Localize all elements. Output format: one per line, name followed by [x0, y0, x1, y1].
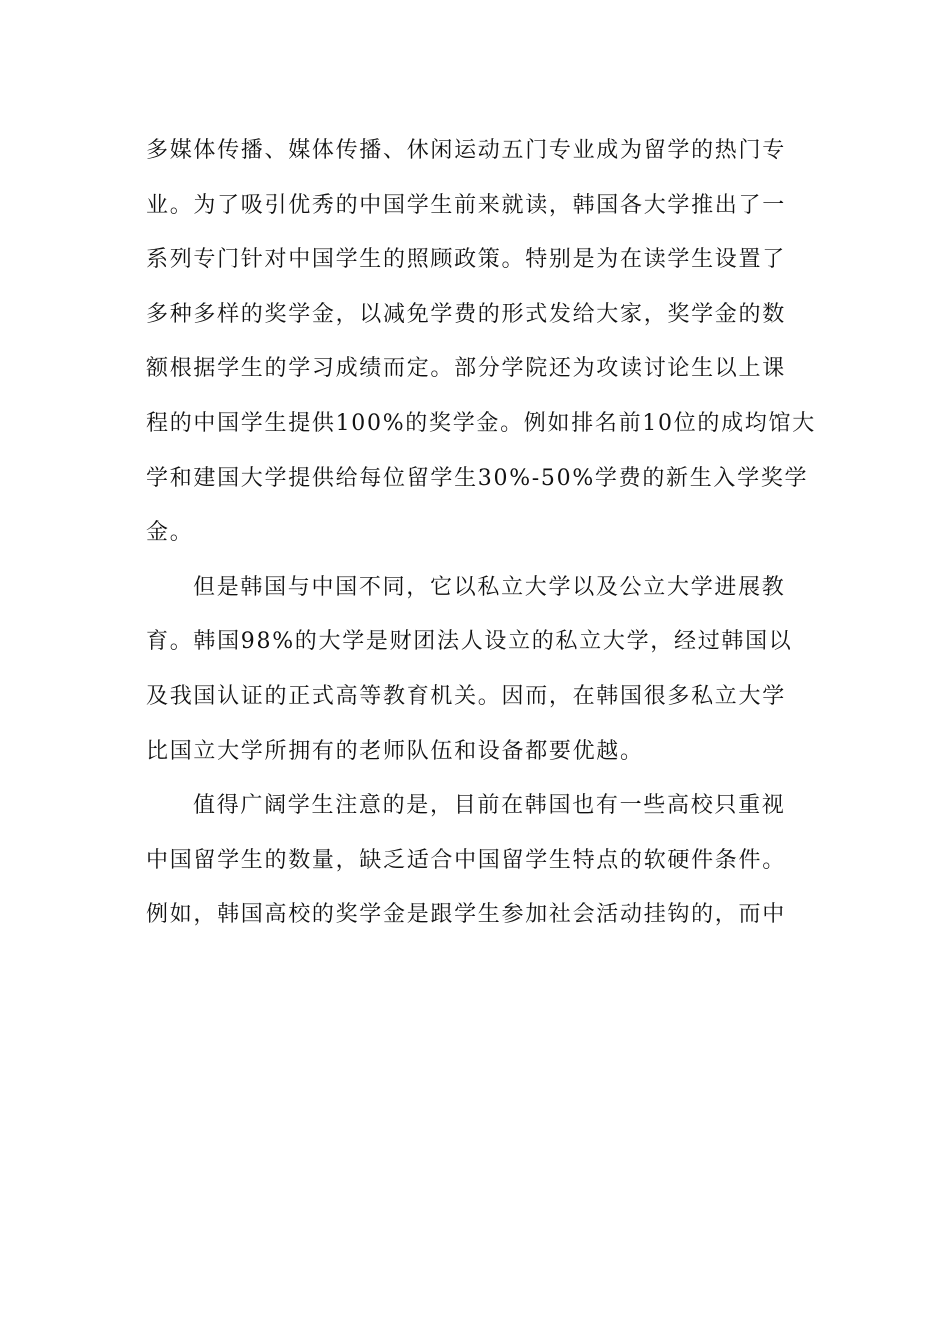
body-text — [146, 128, 816, 947]
paragraph-start-line: 值得广阔学生注意的是，目前在韩国也有一些高校只重视 — [193, 793, 786, 819]
text-line: 中国留学生的数量，缺乏适合中国留学生特点的软硬件条件。 — [146, 847, 786, 873]
text-line: 例如，韩国高校的奖学金是跟学生参加社会活动挂钩的，而中 — [146, 902, 786, 928]
text-line: 额根据学生的学习成绩而定。部分学院还为攻读讨论生以上课 — [146, 356, 786, 382]
text-line: 育。韩国98%的大学是财团法人设立的私立大学，经过韩国以 — [146, 629, 793, 655]
text-line: 金。 — [146, 520, 194, 546]
text-line: 及我国认证的正式高等教育机关。因而，在韩国很多私立大学 — [146, 683, 786, 709]
text-line: 系列专门针对中国学生的照顾政策。特别是为在读学生设置了 — [146, 247, 786, 273]
text-line: 比国立大学所拥有的老师队伍和设备都要优越。 — [146, 738, 644, 764]
paragraph-start-line: 但是韩国与中国不同，它以私立大学以及公立大学进展教 — [193, 574, 786, 600]
text-line: 程的中国学生提供100%的奖学金。例如排名前10位的成均馆大 — [146, 410, 816, 436]
text-line: 多种多样的奖学金，以减免学费的形式发给大家，奖学金的数 — [146, 301, 786, 327]
text-line: 学和建国大学提供给每位留学生30%-50%学费的新生入学奖学 — [146, 465, 809, 491]
text-line: 多媒体传播、媒体传播、休闲运动五门专业成为留学的热门专 — [146, 138, 786, 163]
text-line: 业。为了吸引优秀的中国学生前来就读，韩国各大学推出了一 — [146, 192, 786, 218]
